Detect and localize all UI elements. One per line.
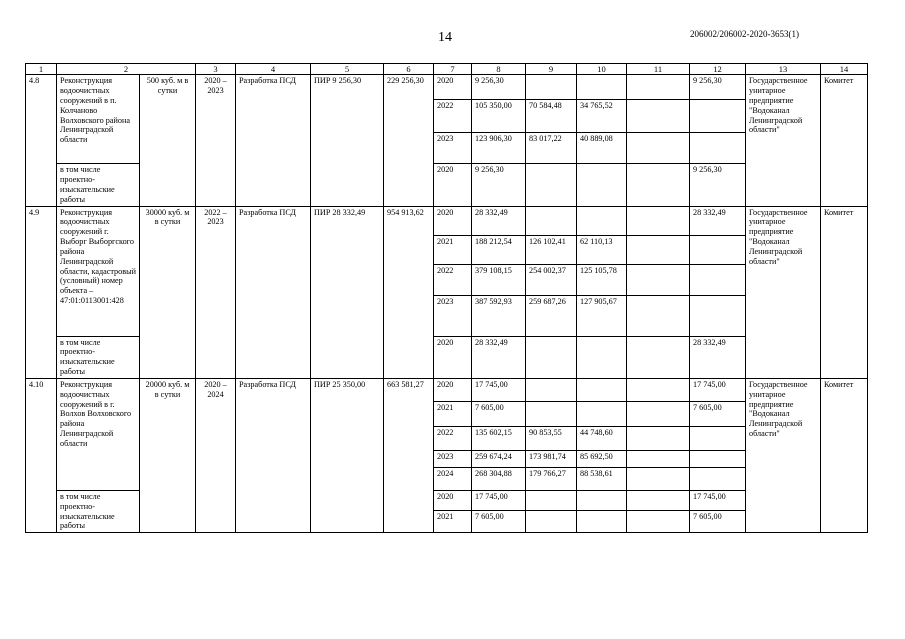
amount-regional: 85 692,50 xyxy=(577,450,627,467)
amount-total: 9 256,30 xyxy=(472,164,526,206)
amount-federal xyxy=(526,164,577,206)
column-header: 5 xyxy=(311,64,384,75)
amount-regional: 88 538,61 xyxy=(577,467,627,490)
amount-col12 xyxy=(690,264,746,295)
stage: Разработка ПСД xyxy=(236,378,311,532)
amount-col11 xyxy=(627,336,690,378)
amount-total: 7 605,00 xyxy=(472,401,526,426)
amount-regional xyxy=(577,164,627,206)
total-cost: 954 913,62 xyxy=(384,206,434,378)
amount-col12: 9 256,30 xyxy=(690,164,746,206)
stage: Разработка ПСД xyxy=(236,206,311,378)
column-header: 1 xyxy=(26,64,57,75)
year: 2022 xyxy=(434,100,472,133)
amount-total: 7 605,00 xyxy=(472,510,526,532)
amount-total: 379 108,15 xyxy=(472,264,526,295)
amount-col11 xyxy=(627,490,690,510)
column-header: 11 xyxy=(627,64,690,75)
executor: Государственное унитарное предприятие "Водоканал Ленинградской области" xyxy=(746,75,821,206)
year: 2023 xyxy=(434,133,472,164)
amount-col11 xyxy=(627,235,690,264)
amount-total: 105 350,00 xyxy=(472,100,526,133)
amount-col11 xyxy=(627,133,690,164)
amount-col11 xyxy=(627,100,690,133)
amount-col12: 28 332,49 xyxy=(690,336,746,378)
amount-total: 135 602,15 xyxy=(472,426,526,450)
row-number: 4.9 xyxy=(26,206,57,378)
column-header: 6 xyxy=(384,64,434,75)
year: 2020 xyxy=(434,336,472,378)
amount-col11 xyxy=(627,378,690,401)
row-number: 4.10 xyxy=(26,378,57,532)
amount-regional: 127 905,67 xyxy=(577,295,627,336)
amount-federal: 70 584,48 xyxy=(526,100,577,133)
amount-col12 xyxy=(690,100,746,133)
amount-total: 17 745,00 xyxy=(472,490,526,510)
amount-col12 xyxy=(690,467,746,490)
column-header: 2 xyxy=(57,64,196,75)
amount-federal xyxy=(526,490,577,510)
stage: Разработка ПСД xyxy=(236,75,311,206)
amount-federal xyxy=(526,401,577,426)
amount-regional xyxy=(577,401,627,426)
year: 2021 xyxy=(434,401,472,426)
pir-cost: ПИР 25 350,00 xyxy=(311,378,384,532)
column-header: 3 xyxy=(196,64,236,75)
amount-federal xyxy=(526,75,577,100)
amount-col11 xyxy=(627,164,690,206)
responsible: Комитет xyxy=(821,378,868,532)
amount-col11 xyxy=(627,75,690,100)
implementation-period: 2020 – 2023 xyxy=(196,75,236,206)
capacity: 20000 куб. м в сутки xyxy=(140,378,196,532)
amount-col12: 9 256,30 xyxy=(690,75,746,100)
year: 2021 xyxy=(434,510,472,532)
year: 2022 xyxy=(434,264,472,295)
amount-federal: 254 002,37 xyxy=(526,264,577,295)
column-header: 9 xyxy=(526,64,577,75)
amount-regional xyxy=(577,510,627,532)
column-header: 13 xyxy=(746,64,821,75)
column-header: 10 xyxy=(577,64,627,75)
executor: Государственное унитарное предприятие "Водоканал Ленинградской области" xyxy=(746,206,821,378)
amount-federal: 90 853,55 xyxy=(526,426,577,450)
amount-total: 9 256,30 xyxy=(472,75,526,100)
responsible: Комитет xyxy=(821,206,868,378)
amount-total: 28 332,49 xyxy=(472,336,526,378)
amount-col11 xyxy=(627,426,690,450)
amount-total: 123 906,30 xyxy=(472,133,526,164)
amount-regional: 40 889,08 xyxy=(577,133,627,164)
column-header: 4 xyxy=(236,64,311,75)
column-header: 8 xyxy=(472,64,526,75)
amount-col12 xyxy=(690,235,746,264)
amount-col11 xyxy=(627,510,690,532)
amount-total: 387 592,93 xyxy=(472,295,526,336)
pir-cost: ПИР 9 256,30 xyxy=(311,75,384,206)
year: 2024 xyxy=(434,467,472,490)
year: 2020 xyxy=(434,75,472,100)
amount-regional xyxy=(577,75,627,100)
year: 2023 xyxy=(434,295,472,336)
amount-regional xyxy=(577,336,627,378)
column-header: 12 xyxy=(690,64,746,75)
year: 2020 xyxy=(434,164,472,206)
row-number: 4.8 xyxy=(26,75,57,206)
amount-regional xyxy=(577,490,627,510)
executor: Государственное унитарное предприятие "Водоканал Ленинградской области" xyxy=(746,378,821,532)
amount-col12 xyxy=(690,450,746,467)
column-header: 14 xyxy=(821,64,868,75)
amount-federal: 126 102,41 xyxy=(526,235,577,264)
amount-total: 268 304,88 xyxy=(472,467,526,490)
amount-federal: 83 017,22 xyxy=(526,133,577,164)
page-number: 14 xyxy=(438,30,452,45)
amount-federal xyxy=(526,336,577,378)
amount-federal: 179 766,27 xyxy=(526,467,577,490)
amount-col11 xyxy=(627,450,690,467)
column-numbers-row xyxy=(26,64,868,75)
amount-federal xyxy=(526,510,577,532)
amount-federal: 173 981,74 xyxy=(526,450,577,467)
capacity: 30000 куб. м в сутки xyxy=(140,206,196,378)
implementation-period: 2022 – 2023 xyxy=(196,206,236,378)
amount-col11 xyxy=(627,206,690,235)
year: 2021 xyxy=(434,235,472,264)
amount-col11 xyxy=(627,295,690,336)
amount-federal xyxy=(526,206,577,235)
amount-regional: 125 105,78 xyxy=(577,264,627,295)
amount-total: 17 745,00 xyxy=(472,378,526,401)
pir-cost: ПИР 28 332,49 xyxy=(311,206,384,378)
column-header: 7 xyxy=(434,64,472,75)
amount-regional xyxy=(577,206,627,235)
amount-regional xyxy=(577,378,627,401)
table-row xyxy=(26,206,868,235)
amount-col12: 17 745,00 xyxy=(690,490,746,510)
amount-col12: 7 605,00 xyxy=(690,510,746,532)
capacity: 500 куб. м в сутки xyxy=(140,75,196,206)
amount-col12: 28 332,49 xyxy=(690,206,746,235)
amount-col12 xyxy=(690,133,746,164)
subtotal-label: в том числе проектно-изыскательские работы xyxy=(57,490,140,532)
investment-table xyxy=(25,63,868,533)
year: 2020 xyxy=(434,206,472,235)
amount-federal: 259 687,26 xyxy=(526,295,577,336)
document-id: 206002/206002-2020-3653(1) xyxy=(690,29,799,39)
year: 2020 xyxy=(434,490,472,510)
total-cost: 663 581,27 xyxy=(384,378,434,532)
amount-col11 xyxy=(627,264,690,295)
year: 2020 xyxy=(434,378,472,401)
object-name: Реконструкция водоочистных сооружений в г. Волхов Волховского района Ленинградской области xyxy=(57,378,140,490)
subtotal-label: в том числе проектно-изыскательские работы xyxy=(57,336,140,378)
amount-col12: 7 605,00 xyxy=(690,401,746,426)
total-cost: 229 256,30 xyxy=(384,75,434,206)
amount-regional: 44 748,60 xyxy=(577,426,627,450)
object-name: Реконструкция водоочистных сооружений г. Выборг Выборгского района Ленинградской области, кадастровый (условный) номер объекта – 47:01:0113001:428 xyxy=(57,206,140,336)
amount-federal xyxy=(526,378,577,401)
amount-total: 259 674,24 xyxy=(472,450,526,467)
implementation-period: 2020 – 2024 xyxy=(196,378,236,532)
object-name: Реконструкция водоочистных сооружений в п. Колчаново Волховского района Ленинградской области xyxy=(57,75,140,164)
table-row xyxy=(26,378,868,401)
year: 2022 xyxy=(434,426,472,450)
table-row xyxy=(26,75,868,100)
responsible: Комитет xyxy=(821,75,868,206)
amount-col12: 17 745,00 xyxy=(690,378,746,401)
amount-col12 xyxy=(690,426,746,450)
subtotal-label: в том числе проектно-изыскательские работы xyxy=(57,164,140,206)
amount-regional: 62 110,13 xyxy=(577,235,627,264)
amount-col11 xyxy=(627,401,690,426)
year: 2023 xyxy=(434,450,472,467)
amount-total: 188 212,54 xyxy=(472,235,526,264)
amount-regional: 34 765,52 xyxy=(577,100,627,133)
amount-col11 xyxy=(627,467,690,490)
amount-total: 28 332,49 xyxy=(472,206,526,235)
amount-col12 xyxy=(690,295,746,336)
